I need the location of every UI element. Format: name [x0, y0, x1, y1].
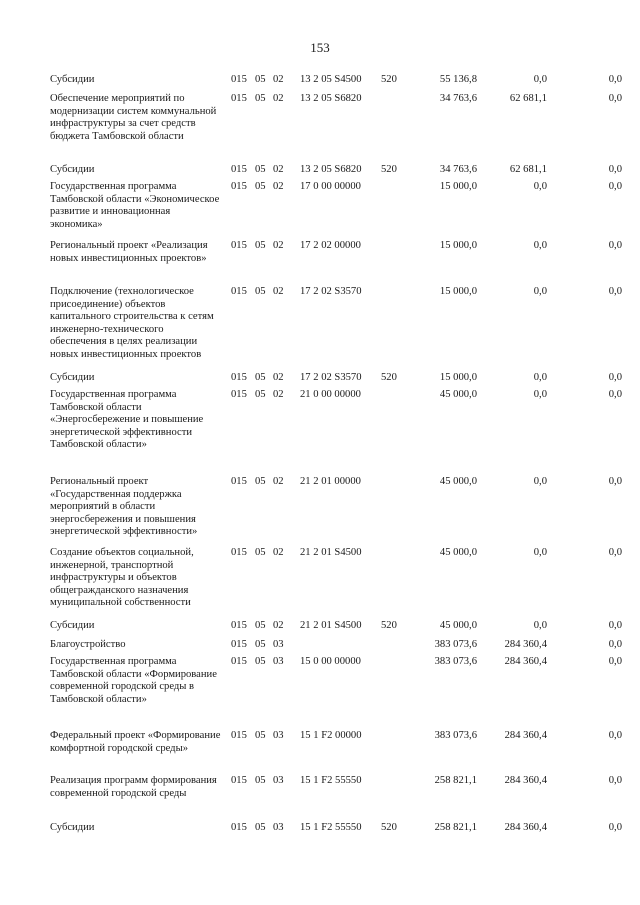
row-year3: 0,0	[608, 372, 622, 383]
row-year3: 0,0	[608, 656, 622, 667]
row-ved: 015	[231, 74, 247, 85]
row-year2: 0,0	[533, 389, 547, 400]
row-year1: 15 000,0	[439, 240, 477, 251]
row-ved: 015	[231, 656, 247, 667]
row-year3: 0,0	[608, 775, 622, 786]
row-pr: 02	[273, 286, 284, 297]
row-year1: 45 000,0	[439, 620, 477, 631]
row-csr: 17 0 00 00000	[300, 181, 361, 192]
row-name: Региональный проект «Реализация новых инвестиционных проектов»	[50, 240, 208, 264]
row-name: Субсидии	[50, 822, 95, 833]
row-year1: 34 763,6	[439, 164, 477, 175]
row-year1: 383 073,6	[434, 639, 477, 650]
row-year2: 0,0	[533, 240, 547, 251]
row-year3: 0,0	[608, 547, 622, 558]
row-csr: 17 2 02 00000	[300, 240, 361, 251]
row-ved: 015	[231, 181, 247, 192]
row-pr: 03	[273, 639, 284, 650]
row-rz: 05	[255, 286, 266, 297]
row-year2: 0,0	[533, 476, 547, 487]
row-year2: 284 360,4	[504, 775, 547, 786]
row-rz: 05	[255, 181, 266, 192]
row-name: Государственная программа Тамбовской области «Экономическое развитие и инновационная экономика»	[50, 181, 220, 230]
row-ved: 015	[231, 93, 247, 104]
row-ved: 015	[231, 286, 247, 297]
row-year3: 0,0	[608, 389, 622, 400]
row-vr: 520	[381, 822, 397, 833]
row-year1: 15 000,0	[439, 181, 477, 192]
row-pr: 03	[273, 822, 284, 833]
row-year1: 383 073,6	[434, 730, 477, 741]
row-name: Субсидии	[50, 164, 95, 175]
row-name: Обеспечение мероприятий по модернизации систем коммунальной инфраструктуры за счет средств бюджета Тамбовской области	[50, 93, 217, 142]
row-year1: 45 000,0	[439, 547, 477, 558]
row-ved: 015	[231, 639, 247, 650]
row-pr: 02	[273, 93, 284, 104]
row-rz: 05	[255, 547, 266, 558]
row-csr: 21 2 01 00000	[300, 476, 361, 487]
row-pr: 02	[273, 547, 284, 558]
row-year3: 0,0	[608, 164, 622, 175]
row-year2: 0,0	[533, 286, 547, 297]
row-ved: 015	[231, 476, 247, 487]
row-ved: 015	[231, 730, 247, 741]
row-year3: 0,0	[608, 93, 622, 104]
row-name: Федеральный проект «Формирование комфортной городской среды»	[50, 730, 221, 754]
row-year2: 284 360,4	[504, 822, 547, 833]
row-year1: 55 136,8	[439, 74, 477, 85]
row-year3: 0,0	[608, 240, 622, 251]
row-year2: 0,0	[533, 181, 547, 192]
row-pr: 03	[273, 730, 284, 741]
row-vr: 520	[381, 74, 397, 85]
row-pr: 02	[273, 164, 284, 175]
row-pr: 02	[273, 372, 284, 383]
row-name: Субсидии	[50, 372, 95, 383]
row-pr: 03	[273, 656, 284, 667]
row-csr: 13 2 05 S6820	[300, 93, 362, 104]
row-vr: 520	[381, 372, 397, 383]
row-year1: 34 763,6	[439, 93, 477, 104]
row-csr: 15 1 F2 00000	[300, 730, 362, 741]
row-pr: 03	[273, 775, 284, 786]
row-year3: 0,0	[608, 620, 622, 631]
row-year3: 0,0	[608, 639, 622, 650]
row-year3: 0,0	[608, 181, 622, 192]
row-year1: 45 000,0	[439, 476, 477, 487]
row-year2: 284 360,4	[504, 730, 547, 741]
page-number: 153	[310, 40, 330, 55]
row-name: Государственная программа Тамбовской области «Формирование современной городской среды в Тамбовской области»	[50, 656, 217, 705]
row-name: Реализация программ формирования современной городской среды	[50, 775, 217, 799]
row-ved: 015	[231, 547, 247, 558]
row-name: Региональный проект «Государственная поддержка мероприятий в области энергосбережения и повышения энергетической эффективности»	[50, 476, 198, 538]
row-csr: 17 2 02 S3570	[300, 286, 362, 297]
row-pr: 02	[273, 181, 284, 192]
row-year2: 0,0	[533, 74, 547, 85]
row-name: Субсидии	[50, 74, 95, 85]
row-year1: 15 000,0	[439, 372, 477, 383]
row-year3: 0,0	[608, 822, 622, 833]
row-ved: 015	[231, 372, 247, 383]
row-rz: 05	[255, 730, 266, 741]
row-ved: 015	[231, 620, 247, 631]
row-year1: 258 821,1	[434, 822, 477, 833]
row-name: Благоустройство	[50, 639, 126, 650]
row-csr: 15 0 00 00000	[300, 656, 361, 667]
row-ved: 015	[231, 164, 247, 175]
row-pr: 02	[273, 74, 284, 85]
row-year2: 284 360,4	[504, 639, 547, 650]
row-rz: 05	[255, 164, 266, 175]
row-name: Создание объектов социальной, инженерной, транспортной инфраструктуры и объектов общегражданского назначения муниципальной собственности	[50, 547, 194, 609]
row-year3: 0,0	[608, 74, 622, 85]
row-rz: 05	[255, 656, 266, 667]
row-csr: 15 1 F2 55550	[300, 775, 362, 786]
row-rz: 05	[255, 372, 266, 383]
row-year2: 62 681,1	[509, 93, 547, 104]
row-pr: 02	[273, 476, 284, 487]
row-csr: 21 2 01 S4500	[300, 620, 362, 631]
row-rz: 05	[255, 620, 266, 631]
row-rz: 05	[255, 93, 266, 104]
row-rz: 05	[255, 775, 266, 786]
row-ved: 015	[231, 775, 247, 786]
row-year3: 0,0	[608, 730, 622, 741]
row-ved: 015	[231, 389, 247, 400]
row-name: Государственная программа Тамбовской области «Энергосбережение и повышение энергетической эффективности Тамбовской области»	[50, 389, 204, 451]
row-csr: 13 2 05 S6820	[300, 164, 362, 175]
row-rz: 05	[255, 639, 266, 650]
row-pr: 02	[273, 620, 284, 631]
row-pr: 02	[273, 389, 284, 400]
row-csr: 15 1 F2 55550	[300, 822, 362, 833]
row-year2: 0,0	[533, 372, 547, 383]
row-year3: 0,0	[608, 476, 622, 487]
row-ved: 015	[231, 822, 247, 833]
row-vr: 520	[381, 164, 397, 175]
row-year1: 15 000,0	[439, 286, 477, 297]
row-year2: 0,0	[533, 547, 547, 558]
row-rz: 05	[255, 476, 266, 487]
row-year3: 0,0	[608, 286, 622, 297]
row-csr: 13 2 05 S4500	[300, 74, 362, 85]
row-year2: 284 360,4	[504, 656, 547, 667]
row-rz: 05	[255, 822, 266, 833]
row-csr: 17 2 02 S3570	[300, 372, 362, 383]
row-csr: 21 2 01 S4500	[300, 547, 362, 558]
row-rz: 05	[255, 74, 266, 85]
row-year1: 258 821,1	[434, 775, 477, 786]
row-rz: 05	[255, 389, 266, 400]
row-pr: 02	[273, 240, 284, 251]
row-csr: 21 0 00 00000	[300, 389, 361, 400]
row-year2: 62 681,1	[509, 164, 547, 175]
row-name: Подключение (технологическое присоединение) объектов капитального строительства к сетям инженерно-технического обеспечения в целях реализации новых инвестиционных проектов	[50, 286, 214, 360]
row-year2: 0,0	[533, 620, 547, 631]
row-rz: 05	[255, 240, 266, 251]
row-ved: 015	[231, 240, 247, 251]
row-name: Субсидии	[50, 620, 95, 631]
row-year1: 383 073,6	[434, 656, 477, 667]
row-year1: 45 000,0	[439, 389, 477, 400]
row-vr: 520	[381, 620, 397, 631]
